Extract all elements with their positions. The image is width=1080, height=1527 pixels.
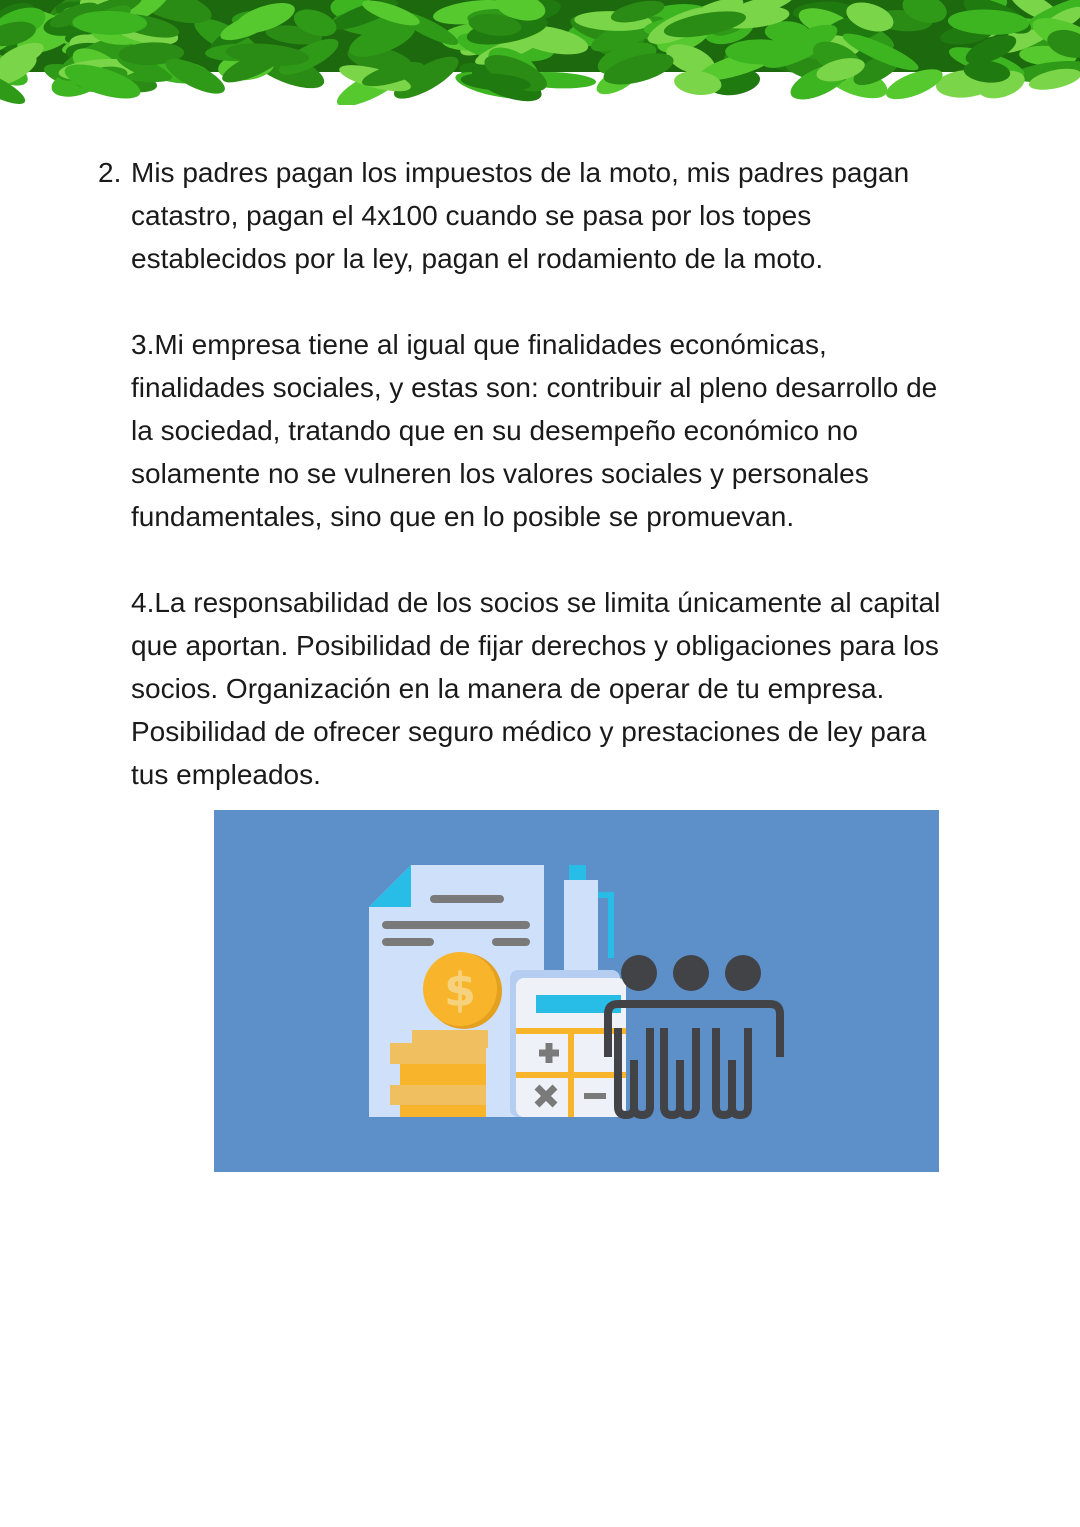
text-line: 3.Mi empresa tiene al igual que finalidades económicas,	[131, 329, 827, 360]
dollar-icon: $	[443, 963, 477, 1017]
text-line: que aportan. Posibilidad de fijar derechos y obligaciones para los	[131, 630, 939, 661]
business-illustration	[214, 810, 939, 1172]
text-line: establecidos por la ley, pagan el rodamiento de la moto.	[131, 243, 824, 274]
text-line: 4.La responsabilidad de los socios se limita únicamente al capital	[131, 587, 941, 618]
text-line: tus empleados.	[131, 759, 321, 790]
text-line: solamente no se vulneren los valores sociales y personales	[131, 458, 869, 489]
text-line: la sociedad, tratando que en su desempeño económico no	[131, 415, 858, 446]
leaf-border-banner	[0, 0, 1080, 105]
text-line: socios. Organización en la manera de operar de tu empresa.	[131, 673, 885, 704]
text-line: finalidades sociales, y estas son: contribuir al pleno desarrollo de	[131, 372, 938, 403]
text-line: fundamentales, sino que en lo posible se promuevan.	[131, 501, 795, 532]
paragraph-4	[131, 581, 940, 796]
paragraph-2	[131, 151, 909, 280]
text-line: catastro, pagan el 4x100 cuando se pasa por los topes	[131, 200, 812, 231]
text-line: Posibilidad de ofrecer seguro médico y prestaciones de ley para	[131, 716, 927, 747]
paragraph-3	[131, 323, 937, 538]
list-number: 2.	[98, 157, 122, 188]
text-line: Mis padres pagan los impuestos de la moto, mis padres pagan	[131, 157, 910, 188]
